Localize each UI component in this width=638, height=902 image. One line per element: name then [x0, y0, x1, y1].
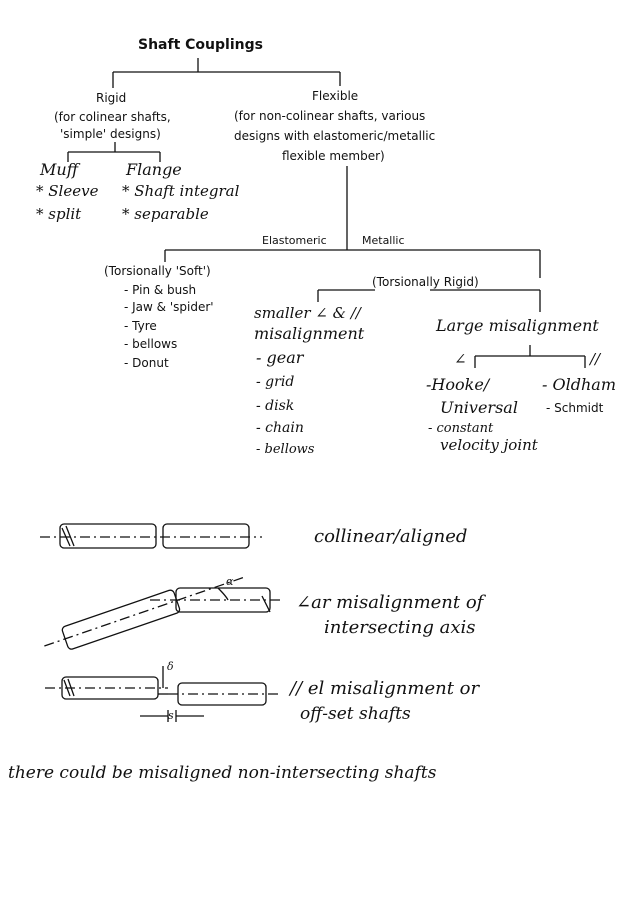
smaller-item: - gear	[256, 348, 304, 367]
large-angle-item: Universal	[440, 398, 518, 417]
angular-label-line1: ∠ar misalignment of	[296, 592, 484, 613]
elastomeric-item: - Tyre	[124, 319, 157, 333]
delta-symbol: δ	[167, 660, 174, 673]
elastomeric-item: - Jaw & 'spider'	[124, 300, 214, 314]
footer-note: there could be misaligned non-intersecting shafts	[8, 763, 437, 783]
large-parallel-symbol: //	[590, 350, 601, 368]
metallic-note: (Torsionally Rigid)	[372, 275, 479, 289]
alpha-symbol: α	[226, 575, 234, 588]
flange-label: Flange	[126, 160, 182, 179]
s-symbol: s	[168, 709, 174, 722]
elastomeric-label: Elastomeric	[262, 234, 327, 247]
large-angle-item: velocity joint	[440, 436, 538, 454]
muff-item-split: * split	[36, 205, 82, 223]
rigid-desc-line2: 'simple' designs)	[60, 127, 161, 141]
muff-label: Muff	[40, 160, 79, 179]
smaller-item: - chain	[256, 420, 304, 436]
flange-item-shaft-integral: * Shaft integral	[122, 182, 240, 200]
smaller-title-line2: misalignment	[254, 324, 365, 343]
angular-sketch	[40, 566, 282, 657]
diagram-title: Shaft Couplings	[138, 37, 263, 53]
flexible-desc-line3: flexible member)	[282, 149, 385, 163]
smaller-item: - bellows	[256, 442, 315, 457]
large-angle-symbol: ∠	[454, 350, 467, 368]
collinear-label: collinear/aligned	[314, 526, 468, 547]
metallic-label: Metallic	[362, 234, 405, 247]
elastomeric-item: - Pin & bush	[124, 283, 197, 297]
elastomeric-item: - bellows	[124, 337, 178, 351]
muff-item-sleeve: * Sleeve	[36, 182, 99, 200]
offset-label-line1: // el misalignment or	[290, 678, 480, 699]
elastomeric-item: - Donut	[124, 356, 169, 370]
flange-item-separable: * separable	[122, 205, 209, 223]
large-parallel-item: - Schmidt	[546, 401, 604, 415]
offset-label-line2: off-set shafts	[300, 704, 411, 724]
smaller-item: - grid	[256, 374, 295, 390]
flexible-desc-line2: designs with elastomeric/metallic	[234, 129, 436, 143]
rigid-desc-line1: (for colinear shafts,	[54, 110, 171, 124]
rigid-label: Rigid	[96, 91, 127, 105]
collinear-sketch	[40, 524, 262, 548]
smaller-item: - disk	[256, 398, 295, 414]
flexible-label: Flexible	[312, 89, 359, 103]
large-angle-item: - constant	[428, 421, 494, 436]
elastomeric-note: (Torsionally 'Soft')	[104, 264, 211, 278]
large-title: Large misalignment	[436, 316, 599, 335]
smaller-title-line1: smaller ∠ & //	[254, 304, 361, 322]
large-angle-item: -Hooke/	[426, 375, 490, 394]
angular-label-line2: intersecting axis	[324, 617, 476, 638]
flexible-desc-line1: (for non-colinear shafts, various	[234, 109, 426, 123]
large-parallel-item: - Oldham	[542, 375, 616, 394]
offset-sketch	[45, 666, 282, 722]
